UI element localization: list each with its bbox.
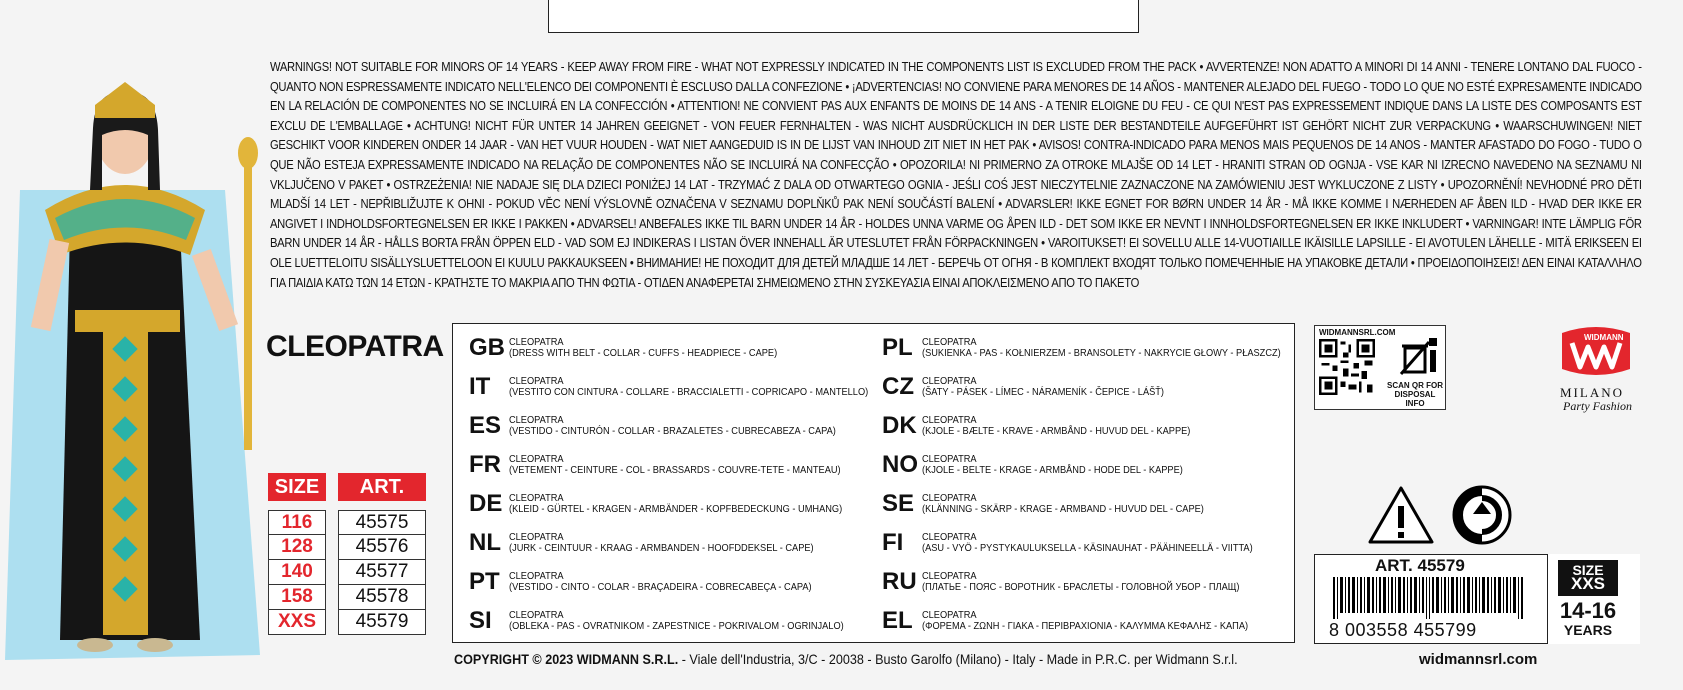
size-cell: 140	[268, 560, 326, 585]
warning-triangle-icon	[1366, 484, 1436, 546]
lang-desc: (OBLEKA - PAS - OVRATNIKOM - ZAPESTNICE - POKRIVALOM - OGRINJALO)	[509, 620, 844, 632]
size-badge-value: XXS	[1570, 574, 1606, 593]
top-window-outline	[548, 0, 1139, 33]
lang-code: EL	[882, 607, 913, 634]
lang-code: CZ	[882, 373, 914, 400]
art-column	[338, 510, 426, 635]
lang-desc: (VESTIDO - CINTO - COLAR - BRAÇADEIRA - COBRECABEÇA - CAPA)	[509, 581, 812, 593]
lang-code: DK	[882, 412, 917, 439]
lang-desc: (JURK - CEINTUUR - KRAAG - ARMBANDEN - HOOFDDEKSEL - CAPE)	[509, 542, 814, 554]
lang-desc: (VESTITO CON CINTURA - COLLARE - BRACCIALETTI - COPRICAPO - MANTELLO)	[509, 386, 869, 398]
lang-entry-ru	[882, 568, 1283, 596]
lang-entry-es	[469, 412, 880, 440]
brand-city: MILANO	[1560, 385, 1624, 400]
art-cell: 45578	[338, 585, 426, 610]
lang-code: SE	[882, 490, 915, 517]
lang-code: NO	[882, 451, 918, 478]
lang-desc: (ASU - VYÖ - PYSTYKAULUKSELLA - KÄSINAUHAT - PÄÄHINEELLÄ - VIITTA)	[922, 542, 1253, 554]
qr-label: WIDMANNSRL.COM	[1319, 328, 1396, 337]
lang-entry-pt	[469, 568, 853, 596]
lang-code: DE	[469, 490, 503, 517]
product-title: CLEOPATRA	[266, 330, 444, 363]
lang-desc: (KLÄNNING - SKÄRP - KRAGE - ARMBAND - HUVUD DEL - CAPE)	[922, 503, 1204, 515]
size-cell: XXS	[268, 610, 326, 635]
art-cell: 45577	[338, 560, 426, 585]
size-badge-label: SIZE	[1572, 562, 1604, 578]
lang-name: CLEOPATRA	[922, 492, 977, 504]
lang-code: PT	[469, 568, 500, 595]
translations-box	[452, 323, 1295, 643]
lang-code: GB	[469, 334, 505, 361]
art-header: ART.	[338, 473, 426, 501]
lang-name: CLEOPATRA	[922, 570, 977, 582]
brand-name: WIDMANN	[1584, 333, 1624, 342]
age-unit: YEARS	[1563, 622, 1613, 638]
lang-desc: (VESTIDO - CINTURÓN - COLLAR - BRAZALETES - CUBRECABEZA - CAPA)	[509, 425, 836, 437]
size-column	[268, 510, 326, 635]
lang-code: SI	[469, 607, 492, 634]
barcode-icon	[1333, 577, 1533, 619]
lang-entry-si	[469, 607, 889, 635]
lang-entry-fi	[882, 529, 1298, 557]
art-cell: 45579	[338, 610, 426, 635]
lang-name: CLEOPATRA	[509, 375, 564, 387]
lang-entry-it	[469, 373, 917, 401]
size-badge	[1547, 554, 1640, 644]
disposal-info-text: SCAN QR FOR DISPOSAL INFO	[1387, 381, 1443, 408]
lang-entry-nl	[469, 529, 855, 557]
lang-name: CLEOPATRA	[509, 570, 564, 582]
lang-entry-pl	[882, 334, 1330, 362]
costume-model-image	[0, 40, 262, 690]
art-cell: 45576	[338, 535, 426, 560]
lang-name: CLEOPATRA	[922, 609, 977, 621]
lang-entry-se	[882, 490, 1242, 518]
qr-disposal-box	[1314, 325, 1446, 410]
lang-name: CLEOPATRA	[922, 453, 977, 465]
brand-tagline: Party Fashion	[1563, 399, 1632, 413]
disposal-bin-icon	[1397, 334, 1441, 378]
barcode-box	[1314, 554, 1638, 644]
lang-desc: (ΦΟΡΕΜΑ - ΖΩΝΗ - ΓΙΑΚΑ - ΠΕΡΙΒΡΑΧΙΟΝΙΑ - ΚΑΛΥΜΜΑ ΚΕΦΑΛΗΣ - ΚΑΠΑ)	[922, 620, 1249, 632]
lang-code: IT	[469, 373, 491, 400]
copyright-bold: COPYRIGHT © 2023 WIDMANN S.R.L.	[454, 651, 679, 667]
website-url: widmannsrl.com	[1419, 651, 1538, 668]
multilingual-warnings: WARNINGS! NOT SUITABLE FOR MINORS OF 14 YEARS - KEEP AWAY FROM FIRE - WHAT NOT EXPRESSLY INDICATED IN THE COMPONENTS LIST IS EXCLUDED FROM THE PACK • AVVERTENZE! NON ADATTO A MINORI DI 14 ANNI - TENERE LONTANO DAL FUOCO - QUANTO NON ESPRESSAMENTE INDICATO NELL'ELENCO DEI COMPONENTI È ESCLUSO DALLA CONFEZIONE • ¡ADVERTENCIAS! NO CONVIENE PARA MENORES DE 14 AÑOS - MANTENER ALEJADO DEL FUEGO - TODO LO QUE NO ESTÉ EXPRESAMENTE INDICADO EN LA RELACIÓN DE COMPONENTES NO SE INCLUIRÁ EN LA CONFECCIÓN • ATTENTION! NE CONVIENT PAS AUX ENFANTS DE MOINS DE 14 ANS - A TENIR ELOIGNE DU FEU - CE QUI N'EST PAS EXPRESSEMENT INDIQUE DANS LA LISTE DES COMPOSANTS EST EXCLU DE L'EMBALLAGE • ACHTUNG! NICHT FÜR UNTER 14 JAHREN GEEIGNET - VON FEUER FERNHALTEN - WAS NICHT AUSDRÜCKLICH IN DER LISTE DER BESTANDTEILE AUFGEFÜHRT IST GEHÖRT NICHT ZUR VERPACKUNG • WAARSCHUWINGEN! NIET GESCHIKT VOOR KINDEREN ONDER 14 JAAR - VAN HET VUUR HOUDEN - WAT NIET AANGEDUID IS IN DE LIJST VAN INHOUD ZIT NIET IN HET PAK • AVISOS! CONTRA-INDICADO PARA MENOS MAIS PEQUENOS DE 14 ANOS - MANTER AFASTADO DO FOGO - TUDO O QUE NÃO ESTEJA EXPRESSAMENTE INDICADO NA RELAÇÃO DE COMPONENTES NÃO SE INCLUIRÁ NA CONFECÇÃO • OPOZORILA! NI PRIMERNO ZA OTROKE MLAJŠE OD 14 LET - HRANITI STRAN OD OGNJA - VSE KAR NI IZRECNO NAVEDENO NA SEZNAMU NI VKLJUČENO V PAKET • OSTRZEŻENIA! NIE NADAJE SIĘ DLA DZIECI PONIŻEJ 14 LAT - TRZYMAĆ Z DALA OD OTWARTEGO OGNIA - JEŚLI COŚ JEST NIECZYTELNIE ZAZNACZONE NA ZAMÓWIENIU JEST WYKLUCZONE Z LISTY • UPOZORNĚNÍ! NEVHODNÉ PRO DĚTI MLADŠÍ 14 LET - NEPŘIBLIŽUJTE K OHNI - POKUD VĚC NENÍ VÝSLOVNĚ OZNAČENA V SEZNAMU DOPLŇKŮ PAK NENÍ SOUČÁSTÍ BALENÍ • ADVARSLER! IKKE EGNET FOR BØRN UNDER 14 ÅR - MÅ IKKE KOMME I NÆRHEDEN AF ÅBEN ILD - HVAD DER IKKE ER ANGIVET I INDHOLDSFORTEGNELSEN ER IKKE I PAKKEN • ADVARSEL! ANBEFALES IKKE TIL BARN UNDER 14 ÅR - HOLDES UNNA VARME OG ÅPEN ILD - DET SOM IKKE ER NEVNT I INNHOLDSFORTEGNELSEN ER IKKE INKLUDERT • VARNINGAR! INTE LÄMPLIG FÖR BARN UNDER 14 ÅR - HÅLLS BORTA FRÅN ÖPPEN ELD - VAD SOM EJ INDIKERAS I LISTAN ÖVER INNEHALL ÄR UTESLUTET FRÅN FÖRPACKNINGEN • VAROITUKSET! EI SOVELLU ALLE 14-VUOTIAILLE IKÄISILLE LAPSILLE - EI AVOTULEN LÄHELLE - MITÄ ERIKSEEN EI OLE LUETTELOITU SISÄLLYSLUETTELOON EI KUULU PAKKAUKSEEN • ВНИМАНИЕ! НЕ ПОХОДИТ ДЛЯ ДЕТЕЙ МЛАДШЕ 14 ЛЕТ - БЕРЕЧЬ ОТ ОГНЯ - В КОМПЛЕКТ ВХОДЯТ ТОЛЬКО ПОМЕЧЕННЫЕ НА УПАКОВКЕ ДЕТАЛИ • ΠΡΟΕΙΔΟΠΟΙΗΣΕΙΣ! ΔΕΝ ΕΙΝΑΙ ΚΑΤΑΛΛΗΛΟ ΓΙΑ ΠΑΙΔΙΑ ΚΑΤΩ ΤΩΝ 14 ΕΤΩΝ - ΚΡΑΤΗΣΤΕ ΤΟ ΜΑΚΡΙΑ ΑΠΟ ΤΗΝ ΦΩΤΙΑ - ΟΤΙΔΕΝ ΑΝΑΦΕΡΕΤΑΙ ΣΗΜΕΙΩΜΕΝΟ ΣΤΗΝ ΣΥΣΚΕΥΑΣΙΑ ΕΙΝΑΙ ΑΠΟΚΛΕΙΣΜΕΝΟ ΑΠΟ ΤΟ ΠΑΚΕΤΟ	[270, 59, 1642, 290]
size-badge-header	[1558, 560, 1618, 596]
lang-desc: (DRESS WITH BELT - COLLAR - CUFFS - HEADPIECE - CAPE)	[509, 347, 778, 359]
lang-code: FI	[882, 529, 904, 556]
lang-entry-cz	[882, 373, 1197, 401]
lang-name: CLEOPATRA	[922, 375, 977, 387]
lang-entry-fr	[469, 451, 886, 479]
widmann-logo-icon	[1558, 325, 1634, 385]
lang-desc: (VETEMENT - CEINTURE - COL - BRASSARDS - COUVRE-TETE - MANTEAU)	[509, 464, 841, 476]
age-range: 14-16	[1559, 598, 1617, 623]
lang-name: CLEOPATRA	[509, 609, 564, 621]
lang-desc: (ŠATY - PÁSEK - LÍMEC - NÁRAMENÍK - ČEPICE - LÁŠŤ)	[922, 386, 1164, 398]
lang-desc: (SUKIENKA - PAS - KOŁNIERZEM - BRANSOLETY - NAKRYCIE GŁOWY - PŁASZCZ)	[922, 347, 1281, 359]
green-dot-recycle-icon	[1451, 484, 1513, 546]
lang-desc: (KJOLE - BÆLTE - KRAVE - ARMBÅND - HUVUD DEL - KAPPE)	[922, 425, 1191, 437]
size-cell: 128	[268, 535, 326, 560]
lang-desc: (KJOLE - BELTE - KRAGE - ARMBÅND - HODE DEL - KAPPE)	[922, 464, 1183, 476]
lang-code: PL	[882, 334, 913, 361]
size-cell: 158	[268, 585, 326, 610]
lang-desc: (ПЛАТЬЕ - ПОЯС - ВОРОТНИК - БРАСЛЕТЫ - ГОЛОВНОЙ УБОР - ПЛАЩ)	[922, 581, 1240, 593]
copyright-line	[454, 651, 1238, 667]
qr-code-icon	[1319, 339, 1375, 395]
lang-desc: (KLEID - GÜRTEL - KRAGEN - ARMBÄNDER - KOPFBEDECKUNG - UMHANG)	[509, 503, 843, 515]
lang-code: NL	[469, 529, 501, 556]
lang-entry-de	[469, 490, 888, 518]
copyright-address: - Viale dell'Industria, 3/C - 20038 - Busto Garolfo (Milano) - Italy - Made in P.R.C. per Widmann S.r.l.	[678, 651, 1238, 667]
article-number: ART. 45579	[1375, 556, 1465, 575]
lang-code: ES	[469, 412, 502, 439]
lang-name: CLEOPATRA	[509, 531, 564, 543]
size-header: SIZE	[268, 473, 326, 501]
size-cell: 116	[268, 510, 326, 535]
art-cell: 45575	[338, 510, 426, 535]
lang-name: CLEOPATRA	[922, 414, 977, 426]
lang-entry-gb	[469, 334, 814, 362]
lang-name: CLEOPATRA	[922, 531, 977, 543]
lang-name: CLEOPATRA	[922, 336, 977, 348]
lang-name: CLEOPATRA	[509, 453, 564, 465]
barcode-digits: 8 003558 455799	[1329, 620, 1477, 640]
lang-code: FR	[469, 451, 501, 478]
lang-code: RU	[882, 568, 917, 595]
lang-entry-el	[882, 607, 1293, 635]
lang-name: CLEOPATRA	[509, 414, 564, 426]
lang-name: CLEOPATRA	[509, 336, 564, 348]
lang-entry-no	[882, 451, 1218, 479]
lang-entry-dk	[882, 412, 1227, 440]
lang-name: CLEOPATRA	[509, 492, 564, 504]
